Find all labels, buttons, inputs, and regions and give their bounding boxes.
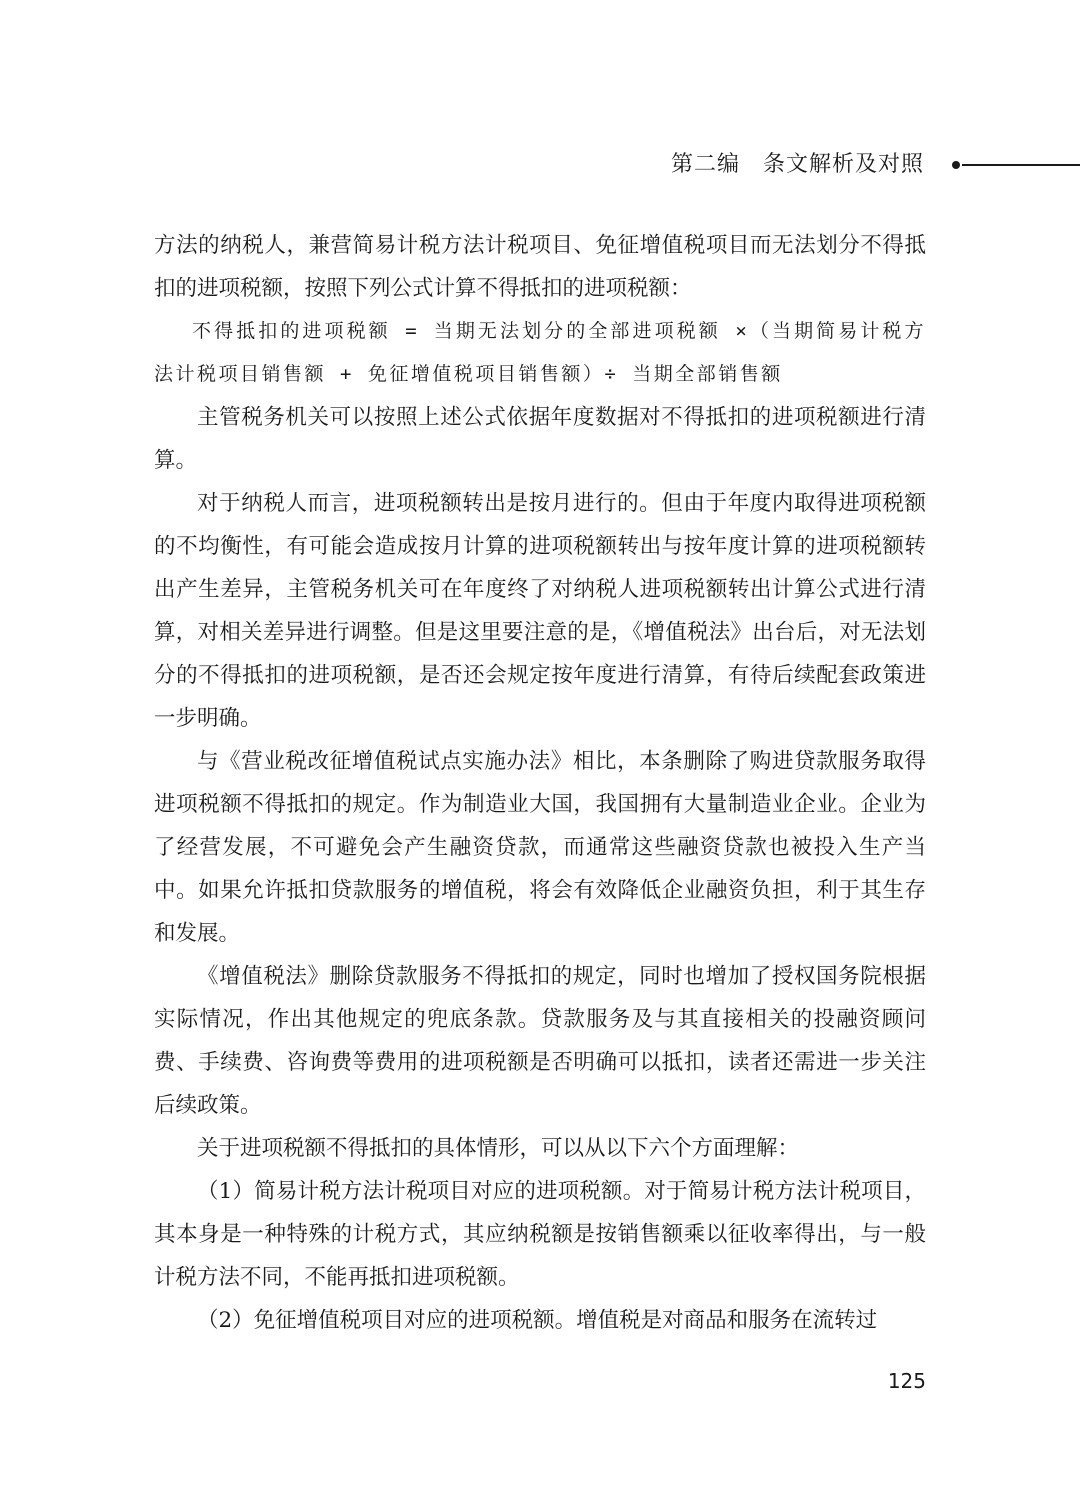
formula-paragraph: 不得抵扣的进项税额 = 当期无法划分的全部进项税额 ×（当期简易计税方法计税项目销售额 + 免征增值税项目销售额）÷ 当期全部销售额: [154, 320, 926, 385]
body-text: [154, 224, 926, 1342]
header-bullet-dot: [952, 161, 960, 169]
paragraph: 与《营业税改征增值税试点实施办法》相比，本条删除了购进贷款服务取得进项税额不得抵扣的规定。作为制造业大国，我国拥有大量制造业企业。企业为了经营发展，不可避免会产生融资贷款，而通常这些融资贷款也被投入生产当中。如果允许抵扣贷款服务的增值税，将会有效降低企业融资负担，利于其生存和发展。: [154, 749, 926, 946]
paragraph: 对于纳税人而言，进项税额转出是按月进行的。但由于年度内取得进项税额的不均衡性，有可能会造成按月计算的进项税额转出与按年度计算的进项税额转出产生差异，主管税务机关可在年度终了对纳税人进项税额转出计算公式进行清算，对相关差异进行调整。但是这里要注意的是，《增值税法》出台后，对无法划分的不得抵扣的进项税额，是否还会规定按年度进行清算，有待后续配套政策进一步明确。: [154, 491, 926, 731]
paragraph: 主管税务机关可以按照上述公式依据年度数据对不得抵扣的进项税额进行清算。: [154, 405, 926, 473]
running-header: [600, 148, 1080, 182]
paragraph: （1）简易计税方法计税项目对应的进项税额。对于简易计税方法计税项目，其本身是一种特殊的计税方式，其应纳税额是按销售额乘以征收率得出，与一般计税方法不同，不能再抵扣进项税额。: [154, 1179, 926, 1290]
paragraph: （2）免征增值税项目对应的进项税额。增值税是对商品和服务在流转过: [197, 1308, 878, 1333]
paragraph: 《增值税法》删除贷款服务不得抵扣的规定，同时也增加了授权国务院根据实际情况，作出其他规定的兜底条款。贷款服务及与其直接相关的投融资顾问费、手续费、咨询费等费用的进项税额是否明确可以抵扣，读者还需进一步关注后续政策。: [154, 964, 926, 1118]
paragraph: 关于进项税额不得抵扣的具体情形，可以从以下六个方面理解：: [197, 1136, 800, 1161]
header-title: 第二编 条文解析及对照: [670, 152, 924, 177]
paragraph-continued: 方法的纳税人，兼营简易计税方法计税项目、免征增值税项目而无法划分不得抵扣的进项税额，按照下列公式计算不得抵扣的进项税额：: [154, 233, 926, 301]
page-number: 125: [887, 1369, 926, 1393]
header-rule-line: [962, 164, 1080, 166]
